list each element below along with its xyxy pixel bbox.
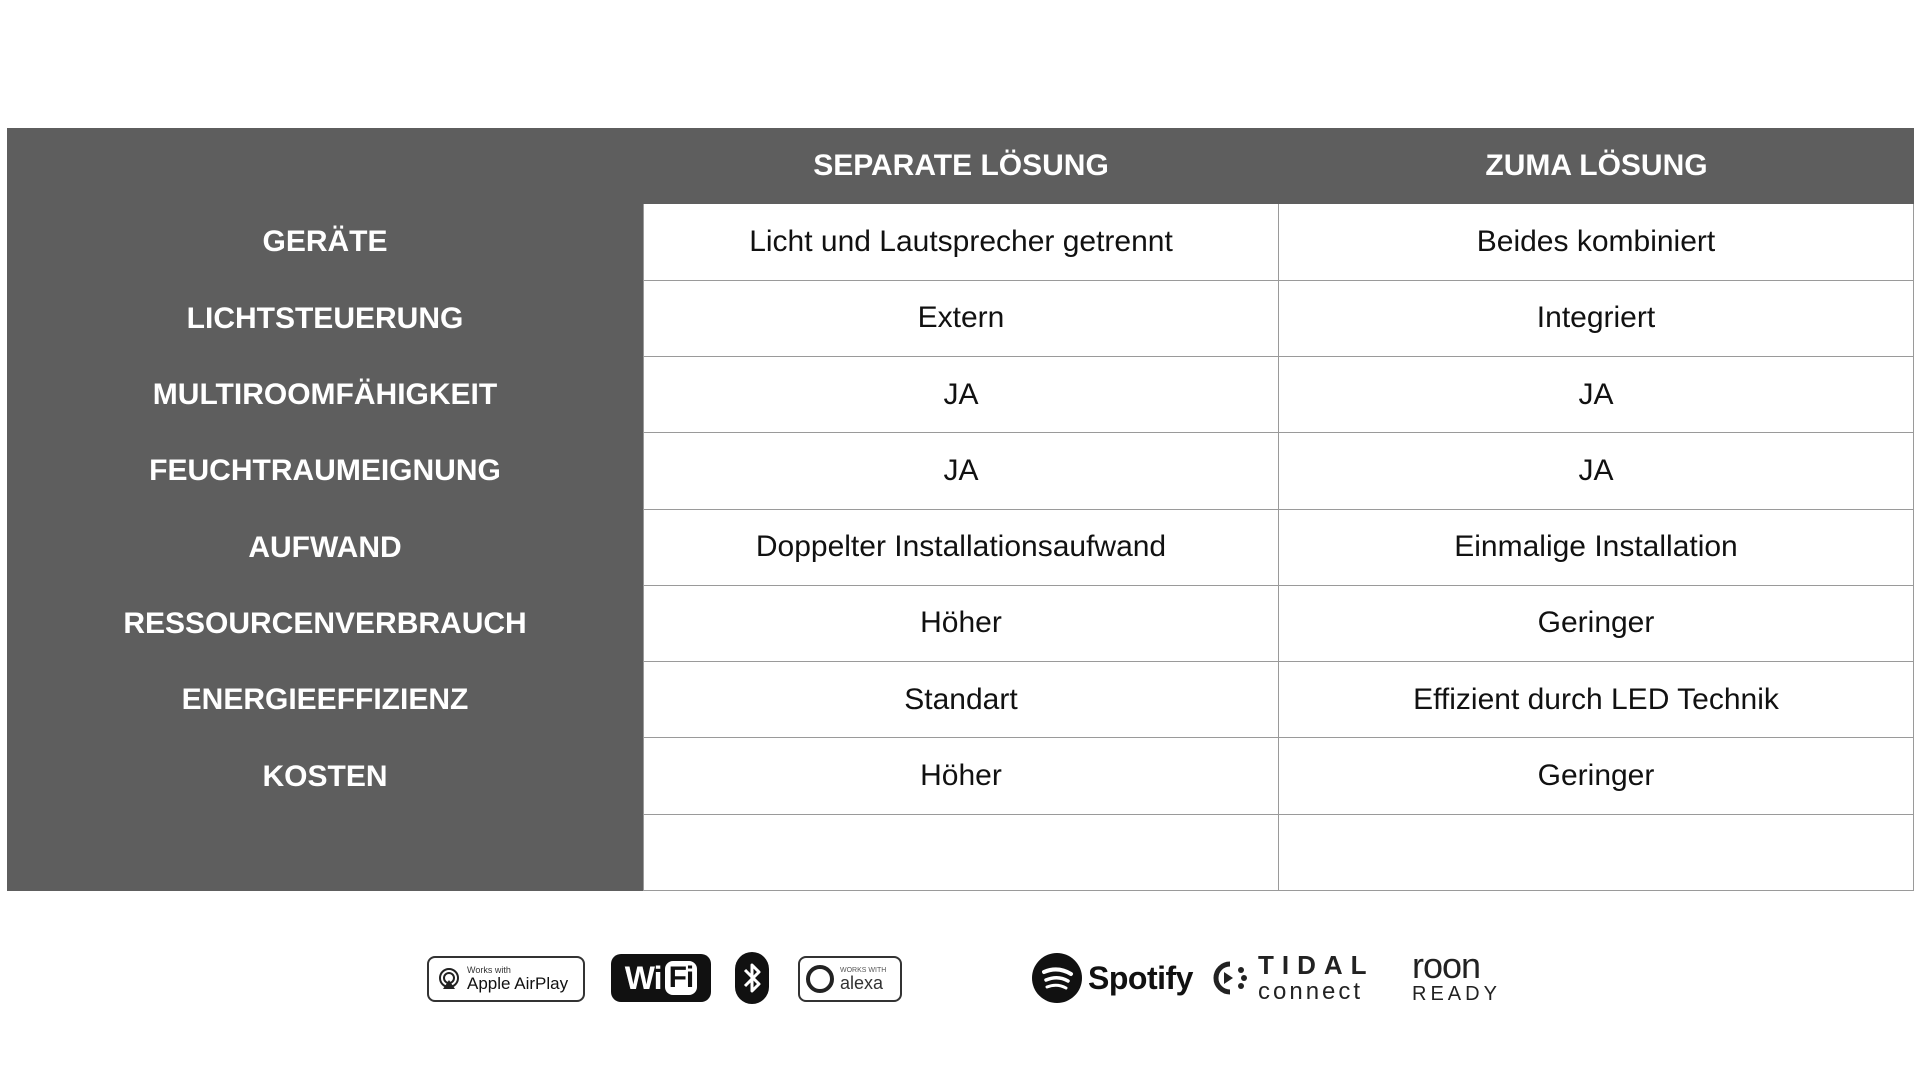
tidal-text: TIDAL bbox=[1258, 949, 1375, 980]
spotify-logo bbox=[1032, 952, 1193, 1004]
separate-value: Doppelter Installationsaufwand bbox=[643, 510, 1279, 586]
tidal-connect-logo bbox=[1208, 948, 1375, 1008]
separate-value: JA bbox=[643, 357, 1279, 433]
zuma-value: Effizient durch LED Technik bbox=[1279, 662, 1914, 738]
wifi-logo bbox=[611, 954, 711, 1002]
separate-value: JA bbox=[643, 433, 1279, 509]
separate-value: Extern bbox=[643, 281, 1279, 357]
zuma-value: Beides kombiniert bbox=[1279, 204, 1914, 280]
separate-value: Licht und Lautsprecher getrennt bbox=[643, 204, 1279, 280]
zuma-value: JA bbox=[1279, 357, 1914, 433]
alexa-small-text: WORKS WITH bbox=[840, 966, 887, 974]
airplay-big-text: Apple AirPlay bbox=[467, 974, 569, 993]
roon-text: roon bbox=[1412, 945, 1481, 986]
header-zuma: ZUMA LÖSUNG bbox=[1279, 128, 1914, 204]
wifi-wi-text: Wi bbox=[624, 959, 662, 996]
row-label: AUFWAND bbox=[7, 510, 643, 586]
empty-row-label bbox=[7, 815, 643, 891]
row-label: LICHTSTEUERUNG bbox=[7, 281, 643, 357]
bluetooth-icon bbox=[735, 952, 769, 1004]
alexa-ring-icon bbox=[806, 965, 834, 993]
alexa-logo bbox=[798, 956, 902, 1002]
separate-value: Höher bbox=[643, 738, 1279, 814]
header-separate: SEPARATE LÖSUNG bbox=[643, 128, 1279, 204]
airplay-logo bbox=[427, 956, 585, 1002]
zuma-value: Integriert bbox=[1279, 281, 1914, 357]
airplay-icon bbox=[437, 967, 461, 991]
spotify-icon bbox=[1032, 953, 1082, 1003]
row-label: RESSOURCENVERBRAUCH bbox=[7, 586, 643, 662]
zuma-value: JA bbox=[1279, 433, 1914, 509]
ready-text: READY bbox=[1412, 983, 1501, 1005]
row-label: KOSTEN bbox=[7, 738, 643, 814]
alexa-big-text: alexa bbox=[840, 972, 884, 993]
spotify-text: Spotify bbox=[1088, 959, 1193, 996]
separate-value: Standart bbox=[643, 662, 1279, 738]
zuma-value: Geringer bbox=[1279, 586, 1914, 662]
wifi-fi-text: Fi bbox=[665, 961, 698, 995]
row-label: ENERGIEEFFIZIENZ bbox=[7, 662, 643, 738]
empty-cell bbox=[643, 815, 1279, 891]
empty-cell bbox=[1279, 815, 1914, 891]
row-label: MULTIROOMFÄHIGKEIT bbox=[7, 357, 643, 433]
comparison-table bbox=[7, 128, 1914, 891]
tidal-connect-icon bbox=[1208, 956, 1248, 1000]
separate-value: Höher bbox=[643, 586, 1279, 662]
row-label: FEUCHTRAUMEIGNUNG bbox=[7, 433, 643, 509]
row-label: GERÄTE bbox=[7, 204, 643, 280]
zuma-value: Einmalige Installation bbox=[1279, 510, 1914, 586]
roon-ready-logo bbox=[1412, 945, 1501, 1008]
connect-text: connect bbox=[1258, 978, 1364, 1006]
zuma-value: Geringer bbox=[1279, 738, 1914, 814]
compatibility-logos bbox=[0, 945, 1920, 1008]
header-corner bbox=[7, 128, 643, 204]
airplay-small-text: Works with bbox=[467, 965, 511, 975]
